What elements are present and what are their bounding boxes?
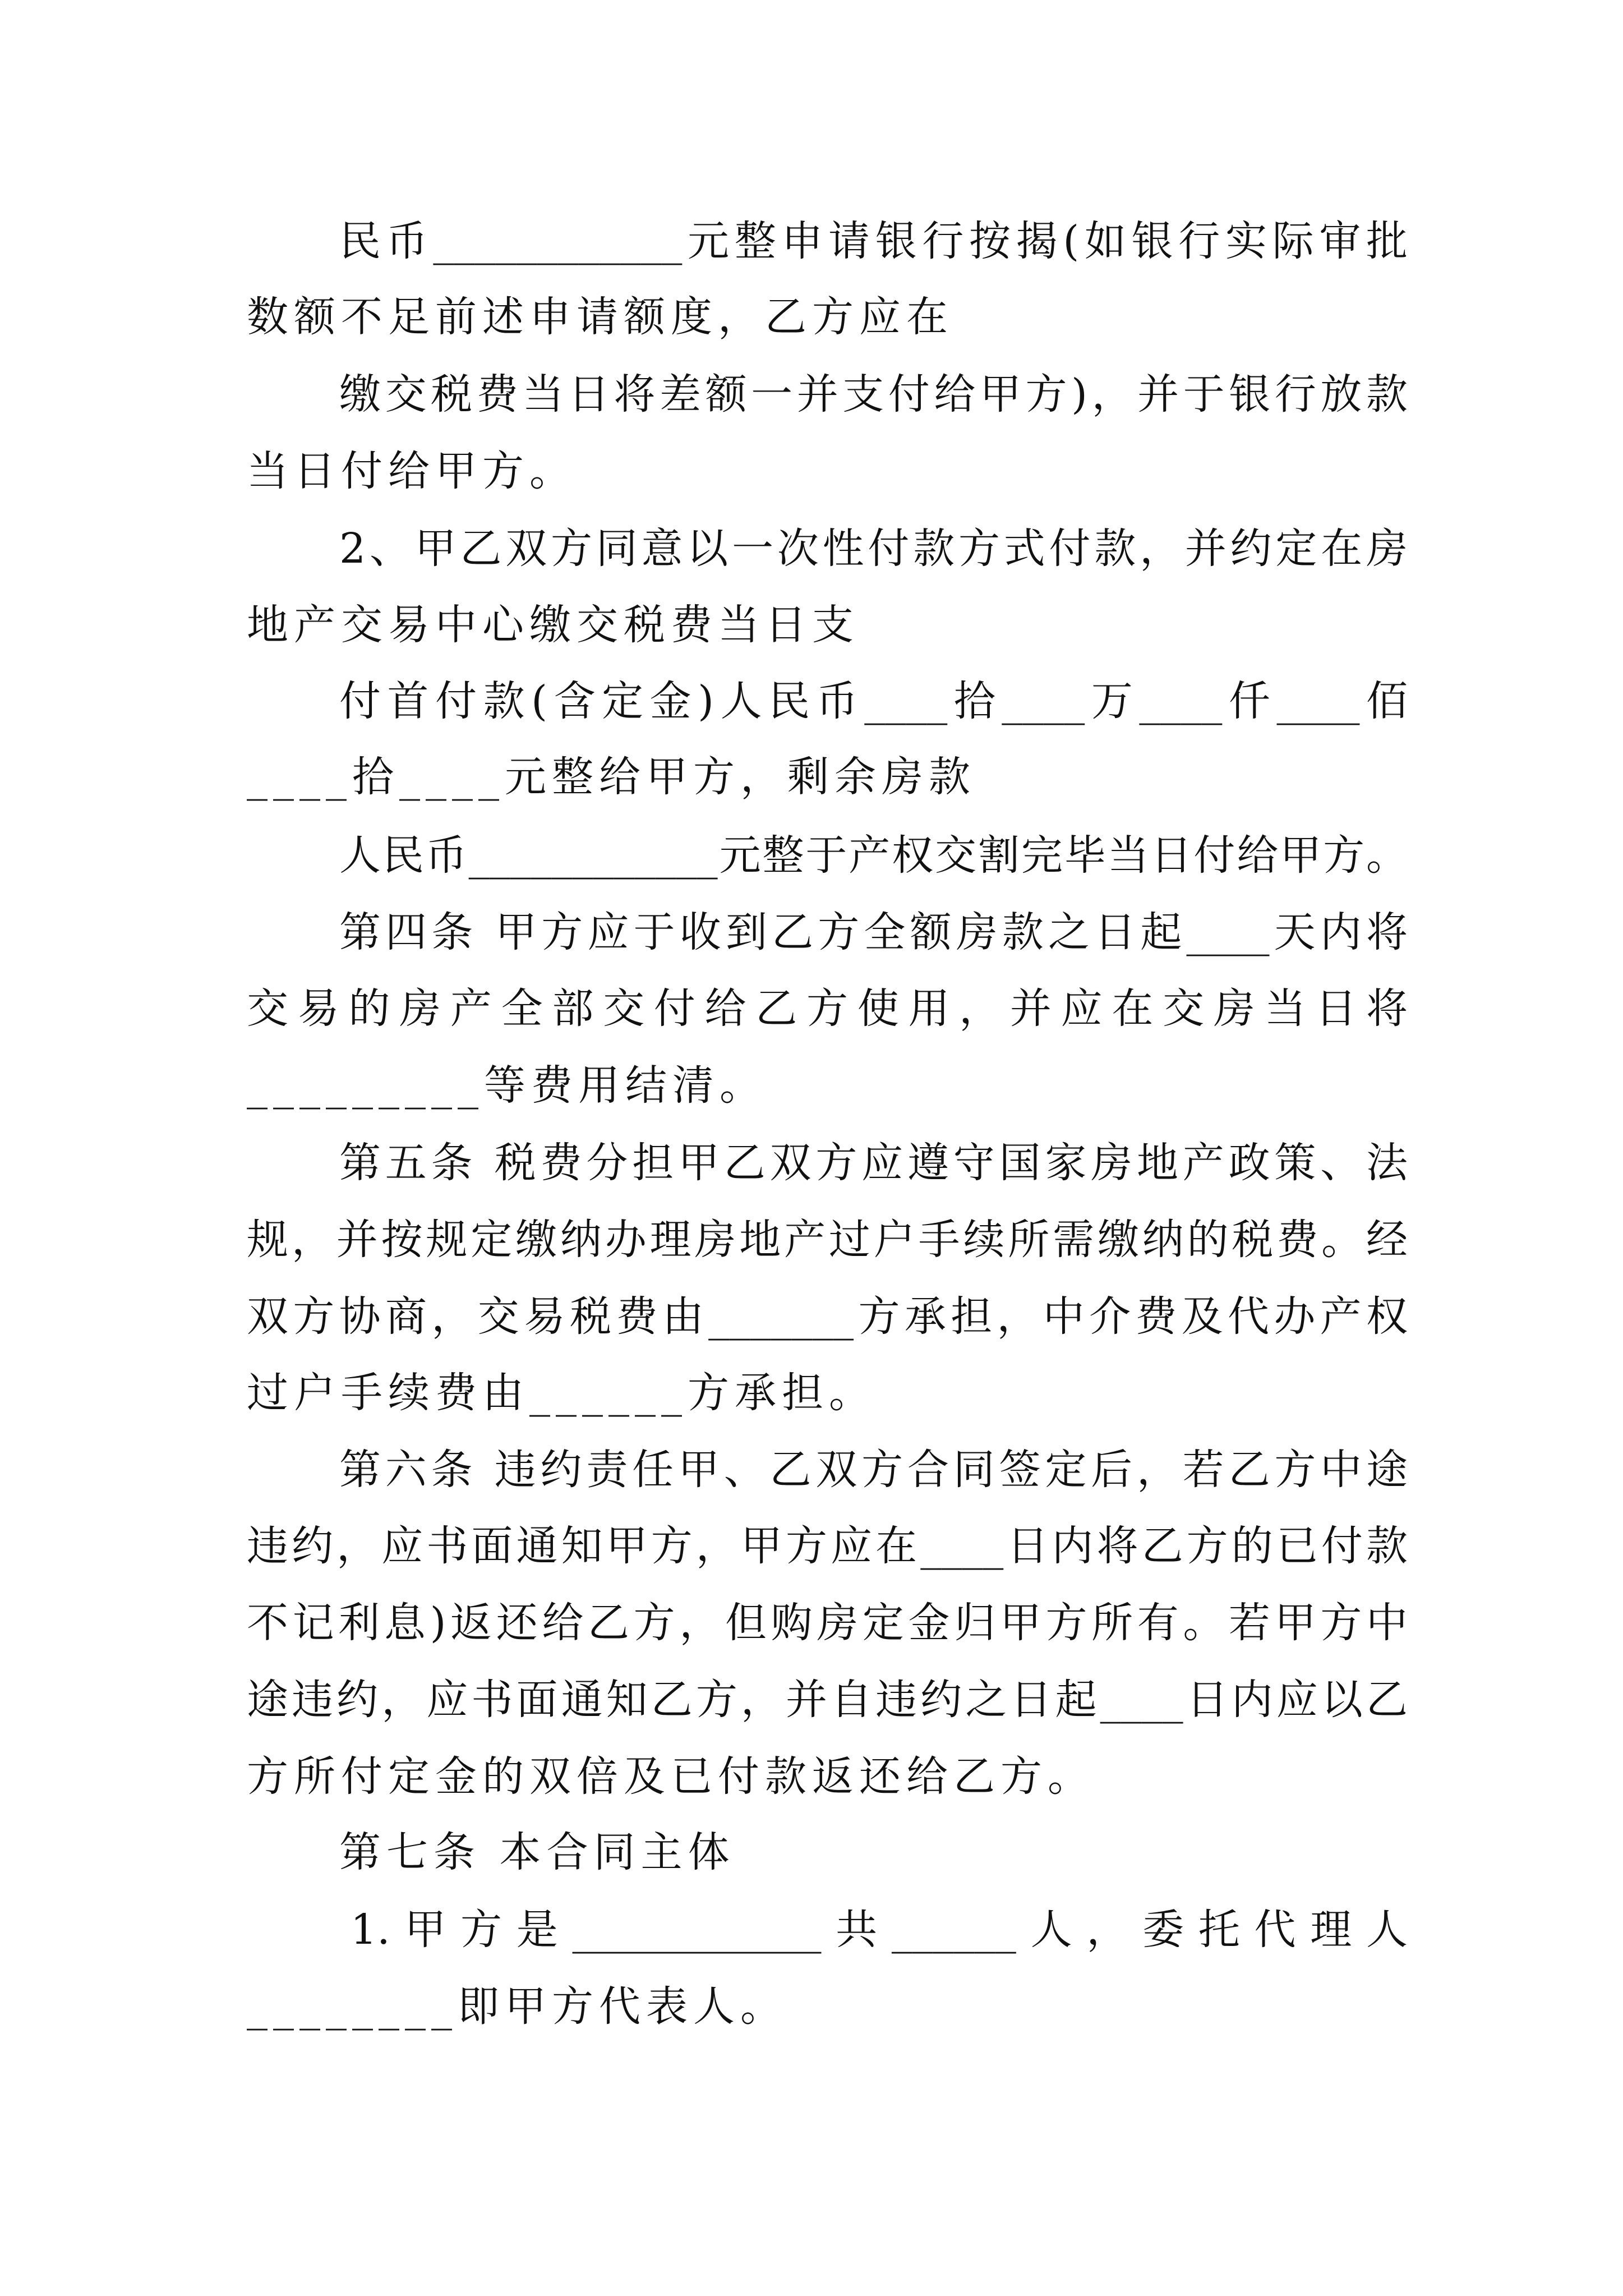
text-line: 民币____________元整申请银行按揭(如银行实际审批 [339, 217, 1408, 265]
text-line: 双方协商，交易税费由_______方承担，中介费及代办产权 [247, 1292, 1408, 1341]
text-line: 付首付款(含定金)人民币____拾____万____仟____佰 [339, 677, 1408, 725]
text-line: 第四条 甲方应于收到乙方全额房款之日起____天内将 [339, 908, 1408, 956]
text-line: ________即甲方代表人。 [247, 1982, 787, 2031]
text-line: 规，并按规定缴纳办理房地产过户手续所需缴纳的税费。经 [247, 1216, 1408, 1264]
text-line: 缴交税费当日将差额一并支付给甲方)，并于银行放款 [339, 370, 1408, 418]
text-line: 交易的房产全部交付给乙方使用，并应在交房当日将 [247, 984, 1408, 1033]
text-line: 途违约，应书面通知乙方，并自违约之日起____日内应以乙 [247, 1676, 1408, 1724]
text-line: 方所付定金的双倍及已付款返还给乙方。 [247, 1752, 1095, 1801]
text-line: 1.甲方是____________共______人，委托代理人 [351, 1906, 1408, 1954]
text-line: 第七条 本合同主体 [339, 1828, 735, 1876]
text-line: 人民币____________元整于产权交割完毕当日付给甲方。 [339, 831, 1408, 880]
text-line: 不记利息)返还给乙方，但购房定金归甲方所有。若甲方中 [247, 1599, 1408, 1647]
text-line: 2、甲乙双方同意以一次性付款方式付款，并约定在房 [339, 524, 1408, 573]
text-line: 第六条 违约责任甲、乙双方合同签定后，若乙方中途 [339, 1446, 1408, 1494]
text-line: 第五条 税费分担甲乙双方应遵守国家房地产政策、法 [339, 1139, 1408, 1187]
text-line: _________等费用结清。 [247, 1061, 767, 1110]
text-line: 地产交易中心缴交税费当日支 [247, 601, 859, 649]
text-line: 当日付给甲方。 [247, 447, 577, 495]
text-line: 违约，应书面通知甲方，甲方应在____日内将乙方的已付款 [247, 1522, 1408, 1570]
text-line: 数额不足前述申请额度，乙方应在 [247, 293, 953, 341]
text-line: ____拾____元整给甲方，剩余房款 [247, 753, 976, 801]
text-line: 过户手续费由______方承担。 [247, 1369, 876, 1417]
